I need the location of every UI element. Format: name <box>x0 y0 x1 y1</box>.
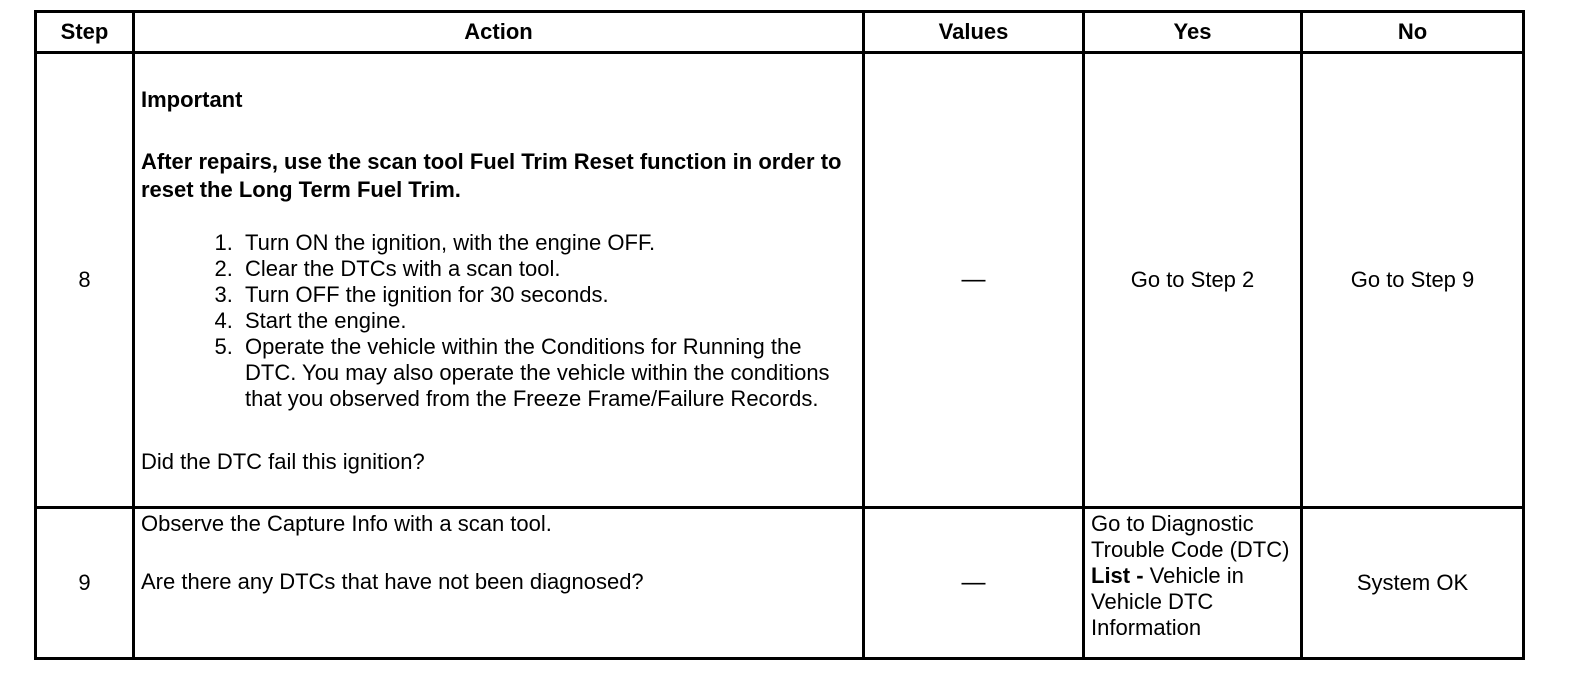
procedure-step: 5. Operate the vehicle within the Conditions for Running the DTC. You may also operate the vehicle within the conditions that you observed from the Freeze Frame/Failure Records. <box>239 334 856 412</box>
yes-link-suffix[interactable]: Vehicle in Vehicle DTC Information <box>1091 563 1244 640</box>
step-number: 8 <box>36 53 134 508</box>
values-dash: — <box>961 266 986 293</box>
yes-cell <box>1084 508 1302 659</box>
yes-link-prefix[interactable]: Go to Diagnostic Trouble Code (DTC) <box>1091 511 1290 562</box>
procedure-list <box>141 230 856 412</box>
no-link[interactable]: System OK <box>1356 570 1469 595</box>
table-row-step-9 <box>36 508 1524 659</box>
procedure-step: 2. Clear the DTCs with a scan tool. <box>239 256 856 282</box>
no-cell <box>1302 508 1524 659</box>
no-link[interactable]: Go to Step 9 <box>1350 267 1475 292</box>
procedure-step: 3. Turn OFF the ignition for 30 seconds. <box>239 282 856 308</box>
header-yes: Yes <box>1084 12 1302 53</box>
values-dash: — <box>961 569 986 596</box>
procedure-step: 4. Start the engine. <box>239 308 856 334</box>
action-cell <box>134 53 864 508</box>
procedure-step: 1. Turn ON the ignition, with the engine OFF. <box>239 230 856 256</box>
step-question: Are there any DTCs that have not been diagnosed? <box>141 569 644 594</box>
step-number: 9 <box>36 508 134 659</box>
values-cell <box>864 53 1084 508</box>
yes-cell <box>1084 53 1302 508</box>
header-step: Step <box>36 12 134 53</box>
diagnostic-table <box>34 10 1525 660</box>
header-row <box>36 12 1524 53</box>
values-cell <box>864 508 1084 659</box>
important-note: After repairs, use the scan tool Fuel Trim Reset function in order to reset the Long Term Fuel Trim. <box>141 148 842 202</box>
yes-link-bold[interactable]: List - <box>1091 563 1150 588</box>
table-row-step-8 <box>36 53 1524 508</box>
important-label: Important <box>141 86 243 112</box>
header-values: Values <box>864 12 1084 53</box>
header-no: No <box>1302 12 1524 53</box>
yes-link[interactable] <box>1091 511 1294 641</box>
step-instruction: Observe the Capture Info with a scan tool. <box>141 511 552 536</box>
step-question: Did the DTC fail this ignition? <box>141 448 425 474</box>
action-cell <box>134 508 864 659</box>
no-cell <box>1302 53 1524 508</box>
header-action: Action <box>134 12 864 53</box>
yes-link[interactable]: Go to Step 2 <box>1130 267 1255 292</box>
